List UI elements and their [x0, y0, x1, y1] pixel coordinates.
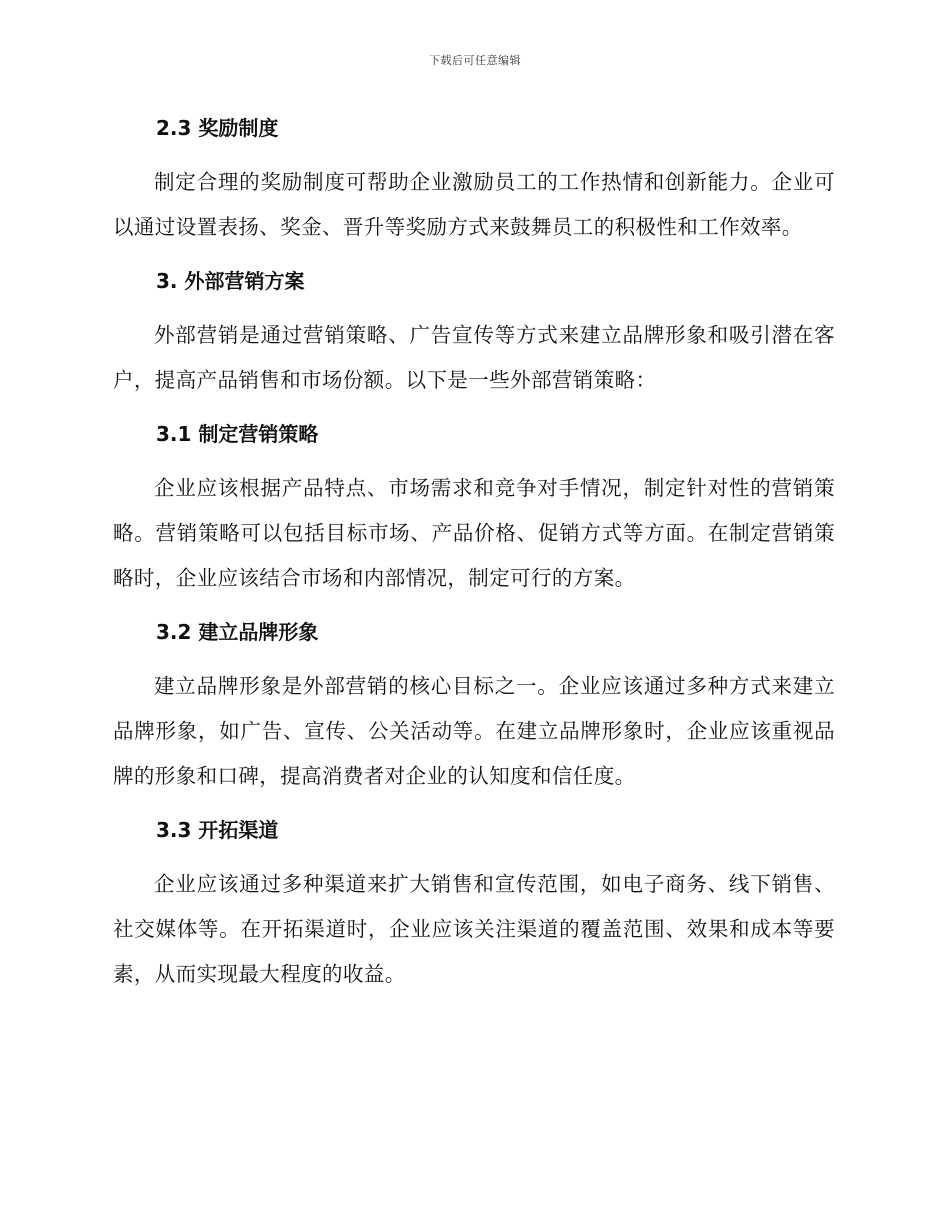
section-heading-3-3: 3.3 开拓渠道 — [156, 818, 279, 842]
section-paragraph-2-3: 制定合理的奖励制度可帮助企业激励员工的工作热情和创新能力。企业可以通过设置表扬、奖金、晋升等奖励方式来鼓舞员工的积极性和工作效率。 — [113, 170, 835, 239]
section-paragraph-3-3: 企业应该通过多种渠道来扩大销售和宣传范围，如电子商务、线下销售、社交媒体等。在开拓渠道时，企业应该关注渠道的覆盖范围、效果和成本等要素，从而实现最大程度的收益。 — [113, 872, 835, 986]
section-paragraph-3-1: 企业应该根据产品特点、市场需求和竞争对手情况，制定针对性的营销策略。营销策略可以包括目标市场、产品价格、促销方式等方面。在制定营销策略时，企业应该结合市场和内部情况，制定可行的方案。 — [113, 476, 835, 590]
section-heading-3: 3. 外部营销方案 — [156, 269, 305, 293]
section-paragraph-3-2: 建立品牌形象是外部营销的核心目标之一。企业应该通过多种方式来建立品牌形象，如广告、宣传、公关活动等。在建立品牌形象时，企业应该重视品牌的形象和口碑，提高消费者对企业的认知度和信任度。 — [113, 674, 835, 788]
section-heading-3-2: 3.2 建立品牌形象 — [156, 620, 319, 644]
page-header: 下载后可任意编辑 — [429, 54, 521, 67]
section-paragraph-3: 外部营销是通过营销策略、广告宣传等方式来建立品牌形象和吸引潜在客户，提高产品销售和市场份额。以下是一些外部营销策略： — [113, 323, 835, 392]
section-heading-2-3: 2.3 奖励制度 — [156, 116, 279, 140]
document-body — [113, 108, 835, 997]
section-heading-3-1: 3.1 制定营销策略 — [156, 422, 319, 446]
